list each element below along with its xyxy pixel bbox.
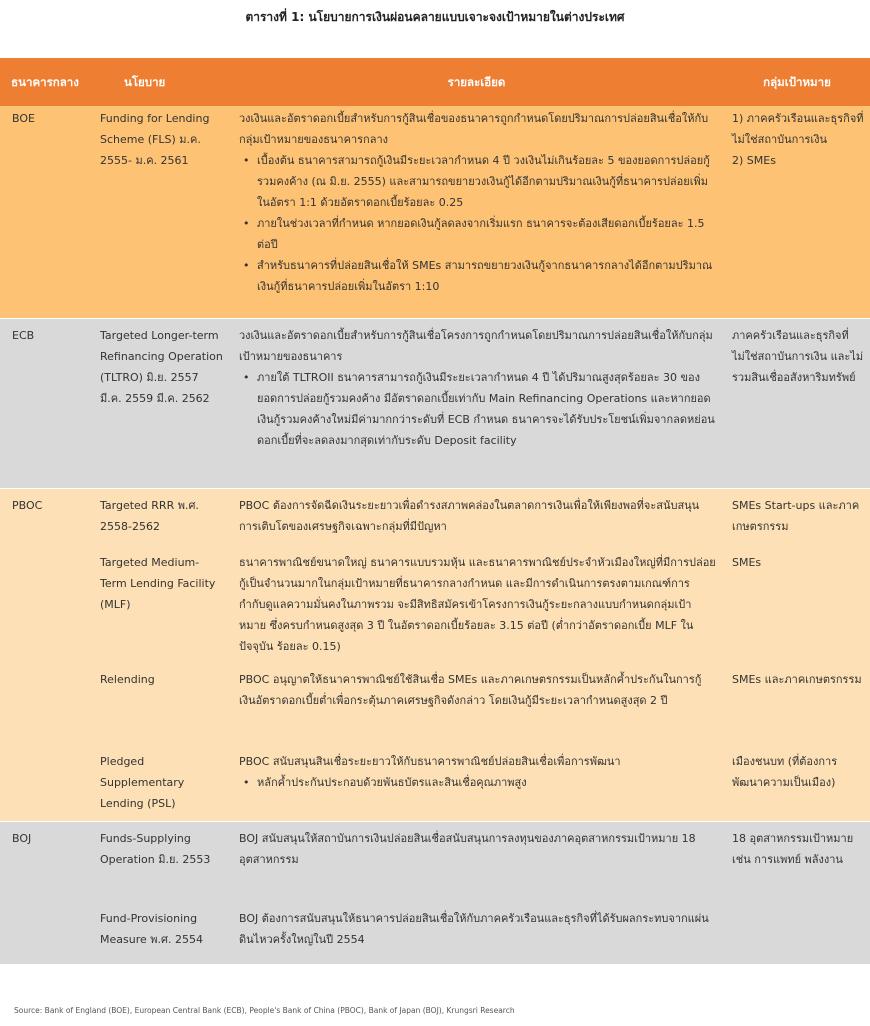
- bank-cell-empty: [0, 908, 90, 964]
- header-bank: ธนาคารกลาง: [0, 58, 90, 106]
- table-row-boj: [0, 822, 870, 909]
- policy-cell: Funding for Lending Scheme (FLS) ม.ค. 2555- ม.ค. 2561: [90, 106, 229, 319]
- target-cell: 18 อุตสาหกรรมเป้าหมาย เช่น การแพทย์ พลังงาน: [724, 822, 870, 909]
- target-cell: [724, 908, 870, 964]
- detail-bullets: [239, 772, 716, 793]
- table-header-row: [0, 58, 870, 106]
- policy-cell: Targeted RRR พ.ศ. 2558-2562: [90, 489, 229, 553]
- bullet-item: • สำหรับธนาคารที่ปล่อยสินเชื่อให้ SMEs สามารถขยายวงเงินกู้จากธนาคารกลางได้อีกตามปริมาณเงินกู้ที่ธนาคารปล่อยเพิ่มในอัตรา 1:10: [257, 255, 716, 297]
- detail-cell: BOJ สนับสนุนให้สถาบันการเงินปล่อยสินเชื่อสนับสนุนการลงทุนของภาคอุตสาหกรรมเป้าหมาย 18 อุตสาหกรรม: [229, 822, 724, 909]
- policy-cell: Relending: [90, 669, 229, 751]
- target-list: [732, 108, 864, 171]
- detail-bullets: [239, 367, 716, 451]
- policy-cell: Targeted Longer-term Refinancing Operation (TLTRO) มิ.ย. 2557 มี.ค. 2559 มี.ค. 2562: [90, 319, 229, 489]
- detail-intro: วงเงินและอัตราดอกเบี้ยสำหรับการกู้สินเชื่อของธนาคารถูกกำหนดโดยปริมาณการปล่อยสินเชื่อให้กับกลุ่มเป้าหมายของธนาคารกลาง: [239, 112, 709, 146]
- table-row-boe: [0, 106, 870, 319]
- header-policy: นโยบาย: [90, 58, 229, 106]
- detail-cell: PBOC ต้องการจัดฉีดเงินระยะยาวเพื่อดำรงสภาพคล่องในตลาดการเงินเพื่อให้เพียงพอที่จะสนับสนุนการเติบโตของเศรษฐกิจเฉพาะกลุ่มที่มีปัญหา: [229, 489, 724, 553]
- detail-intro: PBOC สนับสนุนสินเชื่อระยะยาวให้กับธนาคารพาณิชย์ปล่อยสินเชื่อเพื่อการพัฒนา: [239, 755, 621, 768]
- table-row-pboc: [0, 669, 870, 751]
- target-item: 1) ภาคครัวเรือนและธุรกิจที่ไม่ใช่สถาบันการเงิน: [732, 112, 864, 146]
- bullet-item: • ภายในช่วงเวลาที่กำหนด หากยอดเงินกู้ลดลงจากเริ่มแรก ธนาคารจะต้องเสียดอกเบี้ยร้อยละ 1.5 ต่อปี: [257, 213, 716, 255]
- detail-cell: [229, 106, 724, 319]
- bank-cell: BOJ: [0, 822, 90, 909]
- bullet-item: • ภายใต้ TLTROII ธนาคารสามารถกู้เงินมีระยะเวลากำหนด 4 ปี ได้ปริมาณสูงสุดร้อยละ 30 ของยอดการปล่อยกู้รวมคงค้าง มีอัตราดอกเบี้ยเท่ากับ Main Refinancing Operations และหากยอดเงินกู้รวมคงค้างใหม่มีค่ามากกว่าระดับที่ ECB กำหนด ธนาคารจะได้รับประโยชน์เพิ่มจากลดหย่อนดอกเบี้ยที่จะลดลงมากสุดเท่ากับระดับ Deposit facility: [257, 367, 716, 451]
- detail-cell: BOJ ต้องการสนับสนุนให้ธนาคารปล่อยสินเชื่อให้กับภาคครัวเรือนและธุรกิจที่ได้รับผลกระทบจากแผ่นดินไหวครั้งใหญ่ในปี 2554: [229, 908, 724, 964]
- target-cell: เมืองชนบท (ที่ต้องการพัฒนาความเป็นเมือง): [724, 751, 870, 822]
- header-detail: รายละเอียด: [229, 58, 724, 106]
- table-row-pboc: [0, 489, 870, 553]
- target-cell: SMEs Start-ups และภาคเกษตรกรรม: [724, 489, 870, 553]
- table-row-ecb: [0, 319, 870, 489]
- bank-cell-empty: [0, 751, 90, 822]
- target-cell: SMEs และภาคเกษตรกรรม: [724, 669, 870, 751]
- policy-cell: Fund-Provisioning Measure พ.ศ. 2554: [90, 908, 229, 964]
- source-note: Source: Bank of England (BOE), European Central Bank (ECB), People's Bank of China (PBOC), Bank of Japan (BOJ), Krungsri Research: [14, 1006, 515, 1015]
- detail-intro: วงเงินและอัตราดอกเบี้ยสำหรับการกู้สินเชื่อโครงการถูกกำหนดโดยปริมาณการปล่อยสินเชื่อให้กับกลุ่มเป้าหมายของธนาคาร: [239, 329, 713, 363]
- table-row-pboc: [0, 751, 870, 822]
- table-row-boj: [0, 908, 870, 964]
- bullet-item: • เบื้องต้น ธนาคารสามารถกู้เงินมีระยะเวลากำหนด 4 ปี วงเงินไม่เกินร้อยละ 5 ของยอดการปล่อยกู้รวมคงค้าง (ณ มิ.ย. 2555) และสามารถขยายวงเงินกู้ได้อีกตามปริมาณเงินกู้ที่ธนาคารปล่อยเพิ่มในอัตรา 1:1 ด้วยอัตราดอกเบี้ยร้อยละ 0.25: [257, 150, 716, 213]
- policy-cell: Funds-Supplying Operation มิ.ย. 2553: [90, 822, 229, 909]
- target-item: 2) SMEs: [732, 154, 776, 167]
- target-cell: [724, 106, 870, 319]
- target-cell: SMEs: [724, 552, 870, 669]
- bank-cell: ECB: [0, 319, 90, 489]
- policy-cell: Targeted Medium-Term Lending Facility (MLF): [90, 552, 229, 669]
- detail-cell: PBOC อนุญาตให้ธนาคารพาณิชย์ใช้สินเชื่อ SMEs และภาคเกษตรกรรมเป็นหลักค้ำประกันในการกู้เงินอัตราดอกเบี้ยต่ำเพื่อกระตุ้นภาคเศรษฐกิจดังกล่าว โดยเงินกู้มีระยะเวลากำหนดสูงสุด 2 ปี: [229, 669, 724, 751]
- table-title: ตารางที่ 1: นโยบายการเงินผ่อนคลายแบบเจาะจงเป้าหมายในต่างประเทศ: [245, 10, 625, 24]
- policy-table: [0, 58, 870, 964]
- bank-cell-empty: [0, 552, 90, 669]
- bullet-item: • หลักค้ำประกันประกอบด้วยพันธบัตรและสินเชื่อคุณภาพสูง: [257, 772, 716, 793]
- target-cell: ภาคครัวเรือนและธุรกิจที่ไม่ใช่สถาบันการเงิน และไม่รวมสินเชื่ออสังหาริมทรัพย์: [724, 319, 870, 489]
- header-target: กลุ่มเป้าหมาย: [724, 58, 870, 106]
- detail-bullets: [239, 150, 716, 297]
- detail-cell: ธนาคารพาณิชย์ขนาดใหญ่ ธนาคารแบบรวมหุ้น และธนาคารพาณิชย์ประจำหัวเมืองใหญ่ที่มีการปล่อยกู้เป็นจำนวนมากในกลุ่มเป้าหมายที่ธนาคารกลางกำหนด และมีการดำเนินการตรงตามเกณฑ์การกำกับดูแลความมั่นคงในภาพรวม จะมีสิทธิสมัครเข้าโครงการเงินกู้ระยะกลางแบบกำหนดกลุ่มเป้าหมาย ซึ่งครบกำหนดสูงสุด 3 ปี ในอัตราดอกเบี้ยร้อยละ 3.15 ต่อปี (ต่ำกว่าอัตราดอกเบี้ย MLF ในปัจจุบัน ร้อยละ 0.15): [229, 552, 724, 669]
- bank-cell-empty: [0, 669, 90, 751]
- bank-cell: BOE: [0, 106, 90, 319]
- detail-cell: [229, 751, 724, 822]
- detail-cell: [229, 319, 724, 489]
- bank-cell: PBOC: [0, 489, 90, 553]
- policy-cell: Pledged Supplementary Lending (PSL): [90, 751, 229, 822]
- table-row-pboc: [0, 552, 870, 669]
